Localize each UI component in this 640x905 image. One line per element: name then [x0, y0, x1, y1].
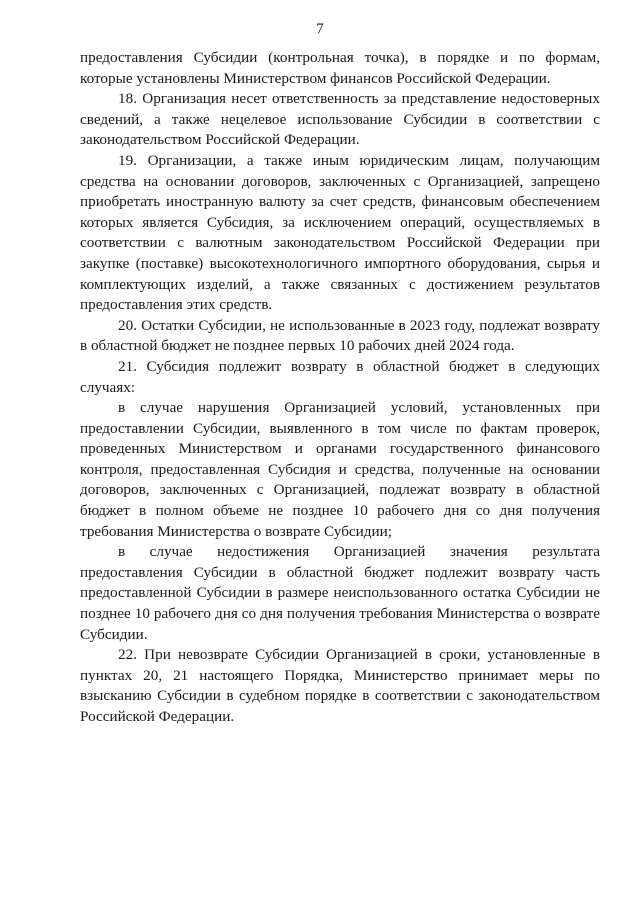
paragraph-22: 22. При невозврате Субсидии Организацией в сроки, установленные в пунктах 20, 21 настоящего Порядка, Министерство принимает меры по взысканию Субсидии в судебном порядке в соответствии с законодательством Российской Федерации. — [80, 646, 600, 725]
paragraph-18: 18. Организация несет ответственность за представление недостоверных сведений, а также нецелевое использование Субсидии в соответствии с законодательством Российской Федерации. — [80, 90, 600, 149]
paragraph-21: 21. Субсидия подлежит возврату в областной бюджет в следующих случаях: — [80, 357, 600, 396]
paragraph-19: 19. Организации, а также иным юридическим лицам, получающим средства на основании договоров, заключенных с Организацией, запрещено приобретать иностранную валюту за счет средств, финансовым обеспечением которых является Субсидия, за исключением операций, осуществляемых в соответствии с валютным законодательством Российской Федерации при закупке (поставке) высокотехнологичного импортного оборудования, сырья и комплектующих изделий, а также связанных с достижением результатов предоставления этих средств. — [80, 151, 600, 314]
paragraph-21-case-2: в случае недостижения Организацией значения результата предоставления Субсидии в областной бюджет подлежит возврату часть предоставленной Субсидии в размере неиспользованного остатка Субсидии не позднее 10 рабочего дня со дня получения требования Министерства о возврате Субсидии. — [80, 543, 600, 643]
paragraph-20: 20. Остатки Субсидии, не использованные в 2023 году, подлежат возврату в областной бюджет не позднее первых 10 рабочих дней 2024 года. — [80, 316, 600, 355]
paragraph-21-case-1: в случае нарушения Организацией условий, установленных при предоставлении Субсидии, выявленного в том числе по фактам проверок, проведенных Министерством и органами государственного финансового контроля, предоставленная Субсидия и средства, полученные на основании договоров, заключенных с Организацией, подлежат возврату в областной бюджет в полном объеме не позднее 10 рабочего дня со дня получения требования Министерства о возврате Субсидии; — [80, 399, 600, 540]
page-number: 7 — [316, 21, 324, 37]
document-body — [80, 48, 600, 728]
paragraph-continuation: предоставления Субсидии (контрольная точка), в порядке и по формам, которые установлены Министерством финансов Российской Федерации. — [80, 49, 600, 87]
